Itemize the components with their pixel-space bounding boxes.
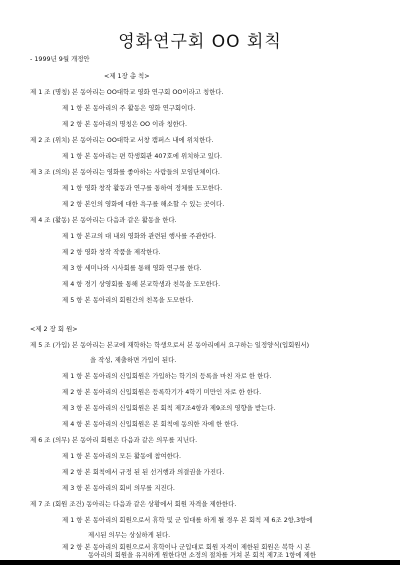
article-5-clause-3: 제 3 항 본 동아리의 신입회원은 본 회칙 제7조4항과 제9조의 영향을 받는다. — [62, 404, 276, 412]
article-4: 제 4 조 (활동) 본 동아리는 다음과 같은 활동을 한다. — [30, 216, 177, 224]
article-6: 제 6 조 (의무) 본 동아리 회원은 다음과 같은 의무를 지닌다. — [30, 436, 198, 444]
article-7-clause-1-continuation: 제시된 의무는 상실하게 된다. — [88, 531, 171, 539]
article-5-continuation: 을 작성, 제출하면 가입이 된다. — [90, 356, 177, 364]
article-6-clause-2: 제 2 항 본 회칙에서 규정 된 된 선거행과 의결권을 가진다. — [62, 468, 225, 476]
article-4-clause-2: 제 2 항 영화 창작 작품을 제작한다. — [62, 248, 161, 256]
article-5-clause-2: 제 2 항 본 동아리의 신입회원은 등록학기가 4학기 미만인 자로 한 한다. — [62, 388, 262, 396]
article-2: 제 2 조 (위치) 본 동아리는 OO대학교 서창 캠퍼스 내에 위치한다. — [30, 136, 214, 144]
article-5-clause-4: 제 4 항 본 동아리의 신입회원은 본 회칙에 동의한 자에 한 한다. — [62, 420, 239, 428]
article-1-clause-2: 제 2 항 본 동아리의 명칭은 OO 이라 칭한다. — [62, 120, 188, 128]
revision-date: - 1999년 9월 개정안 — [30, 55, 90, 63]
article-2-clause-1: 제 1 항 본 동아리는 편 학생회관 407호에 위치하고 있다. — [62, 152, 223, 160]
article-3-clause-2: 제 2 항 본인의 영화에 대한 욕구를 해소할 수 있는 곳이다. — [62, 200, 225, 208]
article-6-clause-1: 제 1 항 본 동아리의 모든 활동에 참여한다. — [62, 452, 182, 460]
article-7-clause-1: 제 1 항 본 동아리의 회원으로서 휴학 및 군 입대를 하게 될 경우 본 회칙 제 6조 2항,3항에 — [62, 516, 313, 524]
article-1: 제 1 조 (명칭) 본 동아리는 OO대학교 영화 연구회 OO이라고 칭한다. — [30, 88, 224, 96]
article-7-clause-2: 제 2 항 본 동아리의 회원으로서 휴학이나 군입대로 회원 자격이 제한된 회원은 복학 시 본 — [62, 543, 311, 551]
article-4-clause-1: 제 1 항 본교의 대 내외 영화와 관련된 행사를 주관한다. — [62, 232, 217, 240]
page-bottom-border — [0, 560, 400, 565]
article-5-clause-1: 제 1 항 본 동아리의 신입회원은 가입하는 학기의 등록을 마친 자로 한 한다. — [62, 372, 272, 380]
article-4-clause-3: 제 3 항 세미나와 시사회를 통해 영화 연구를 한다. — [62, 264, 202, 272]
chapter1-heading: <제 1장 총 칙> — [104, 72, 150, 80]
article-7-clause-2-continuation: 동아리의 회원을 유지하게 원한다면 소정의 절차를 거쳐 본 회칙 제7조 1항에 제한 — [88, 551, 317, 559]
article-1-clause-1: 제 1 항 본 동아리의 주 활동은 영화 연구회이다. — [62, 104, 196, 112]
document-title: 영화연구회 OO 회칙 — [118, 32, 282, 52]
article-4-clause-5: 제 5 항 본 동아리의 회원간의 친목을 도모한다. — [62, 296, 194, 304]
article-3-clause-1: 제 1 항 영화 창작 활동과 연구를 통하여 정체를 도모한다. — [62, 184, 223, 192]
article-5: 제 5 조 (가입) 본 동아리는 본교에 재학하는 학생으로서 본 동아리에서 요구하는 일정양식(입회원서) — [30, 341, 310, 349]
article-4-clause-4: 제 4 항 경기 상영회를 통해 본교학생과 친목을 도모한다. — [62, 280, 221, 288]
article-6-clause-3: 제 3 항 본 동아리의 회비 의무를 지진다. — [62, 484, 175, 492]
chapter2-heading: <제 2 장 회 원> — [30, 325, 78, 333]
article-7: 제 7 조 (회원 조건) 동아리는 다음과 같은 상황에서 회원 자격을 제한한다. — [30, 500, 237, 508]
article-3: 제 3 조 (의의) 본 동아리는 영화를 좋아하는 사람들의 모임단체이다. — [30, 168, 220, 176]
